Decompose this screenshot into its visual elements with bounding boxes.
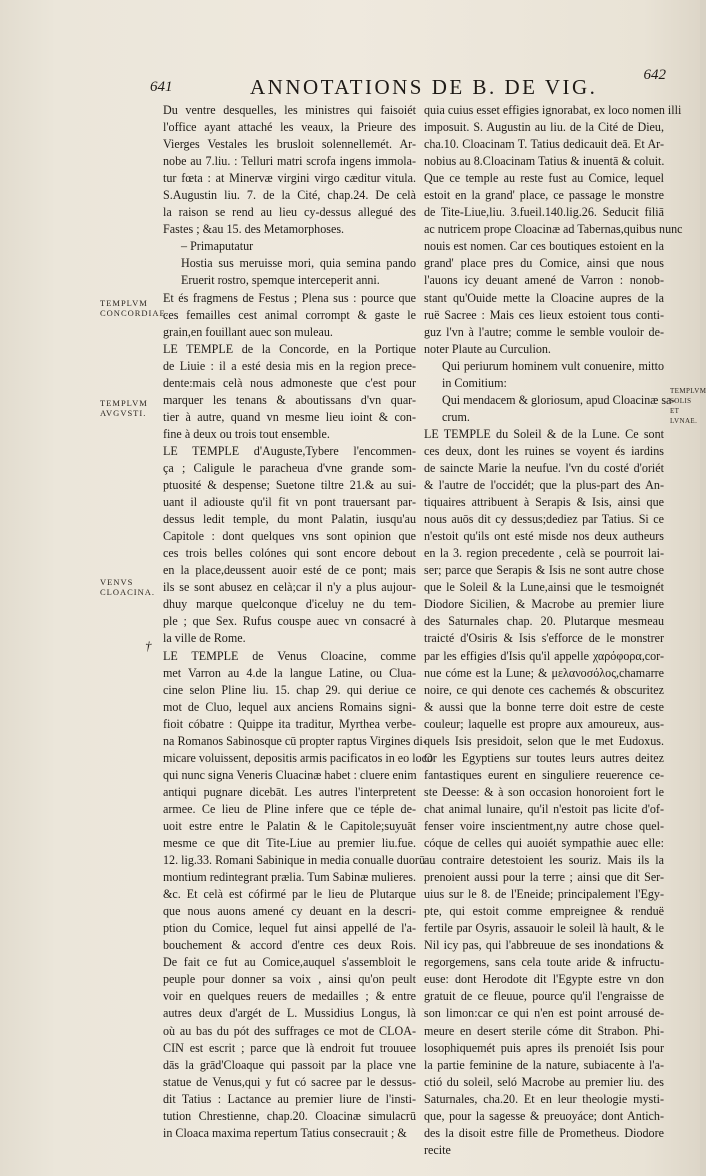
right-column-line: Diodore Sicilien, & Macrobe au premier liure [424,597,664,612]
left-column-line: – Primaputatur [181,239,254,254]
left-column-line: dessus ledit temple, du mont Palatin, iusqu'au [163,512,416,527]
right-column-line: imposuit. S. Augustin au liu. de la Cité de Dieu, [424,120,664,135]
left-column-line: en la place,deussent auoir esté de ce pont; mais [163,563,416,578]
right-column-line: recite [424,1142,451,1157]
margin-note-templum-solis-lunae: TEMPLVM SOLIS ET LVNAE. [670,387,706,425]
left-column-line: armee. Ce lieu de Pline infere que ce téple de- [163,801,416,816]
right-column-line: in Comitium: [442,375,507,390]
left-column-line: uoit estre entre le Palatin & le Capitole;suyuāt [163,818,416,833]
right-column-line: pte, qui estoit comme empreignee & renduë [424,904,664,919]
left-column-line: met Varron au 4.de la langue Latine, ou Clua- [163,665,416,680]
left-column-line: grain,en fouillant auec son muleau. [163,324,333,339]
right-column-line: nouis est nomen. Car ces boutiques estoient en la [424,239,664,254]
right-column-line: des Saturnales chap. 20. Plutarque mesmeau [424,614,664,629]
right-column-line: & l'autre de l'occidét; que la plus-part des An- [424,478,664,493]
left-column-line: statue de Venus,qui y fut có sacree par le dessus- [163,1074,416,1089]
left-column-line: voir en quelques reuers de medailles ; & entre [163,989,416,1004]
right-column-line: LE TEMPLE du Soleil & de la Lune. Ce sont [424,426,664,441]
right-column-line: Qui periurum hominem vult conuenire, mitto [442,358,664,373]
left-column-line: CIN est escrit ; parce que là endroit fut trouuee [163,1040,416,1055]
right-column-line: gratuit de ce fleuue, pource qu'il l'engraisse de [424,989,664,1004]
right-column-line: n'estoit qu'ils ont esté misde nos deux autheurs [424,529,664,544]
left-column-line: nobe au 7.liu. : Telluri matri scrofa ingens immola- [163,154,416,169]
right-column-line: ruë Sacree : Mais ces lieux estoient tous conti- [424,307,664,322]
left-column-line: mot de Cluo, lequel aux anciens Romains signi- [163,699,416,714]
right-column-line: noter Plaute au Curculion. [424,341,551,356]
left-column-line: in Cloaca maxima repertum Tatius consecrauit ; & [163,1125,407,1140]
left-column-line: tution Chrestienne, chap.20. Cloacinæ simulacrū [163,1108,416,1123]
left-column-line: ces trois belles colónes qui sont encore debout [163,546,416,561]
right-column-line: ctió du soleil, seló Macrobe au premier liu. des [424,1074,664,1089]
left-column-line: LE TEMPLE d'Auguste,Tybere l'encommen- [163,443,416,458]
right-column-line: couleur; laquelle est propre aux amoureux, aus- [424,716,664,731]
left-column-line: uant il adiouste qu'il fit vn pont trauersant par- [163,495,416,510]
left-column-line: dhuy marque quelconque d'iceluy ne du tem- [163,597,416,612]
right-column-line: que, pour la sagesse & preuoyáce; dont Antich- [424,1108,664,1123]
left-column-line: la raison se rend au lieu cy-dessus allegué des [163,205,416,220]
right-column-line: uius sur le 8. de l'Eneide; principalement l'Egy- [424,887,664,902]
page-header [150,67,670,99]
right-column-line: stant qu'Ouide mette la Cloacine aupres de la [424,290,664,305]
left-column-line: Fastes ; &au 15. des Metamorphoses. [163,222,345,237]
margin-note-venus-cloacina: VENVS CLOACINA. [100,577,156,597]
left-column-line: Et és fragmens de Festus ; Plena sus : pource que [163,290,416,305]
right-column-line: ces deux, dont les ruines se voyent és iardins [424,443,664,458]
left-column-line: na Romanos Sabinosque cū propter raptus Virgines di- [163,733,427,748]
left-column-line: LE TEMPLE de Venus Cloacine, comme [163,648,416,663]
left-column-line: de Liuie : il a esté desia mis en la region prece- [163,358,416,373]
left-column-line: Eruerit rostro, spemque interceperit anni. [181,273,380,288]
left-column-line: ption du Comice, lequel fut ainsi appellé de l'a- [163,921,416,936]
right-column-line: en la 3. region precedente , celà se pourroit lai- [424,546,664,561]
right-column-line: prenoient aussi pour la terre ; ainsi que dit Ser- [424,870,664,885]
left-column-line: tier à autre, quand vn mesme lieu ioint & con- [163,409,416,424]
right-column-line: nous auōs dit cy dessus;dediez par Tatius. Si ce [424,512,664,527]
left-column-line: 12. lig.33. Romani Sabinique in media conualle duorū [163,853,425,868]
right-column-line: & aussi que la bonne terre doit estre de ceste [424,699,664,714]
right-column-line: quia cuius esset effigies ignorabat, ex loco nomen illi [424,103,682,117]
left-column-line: autres deux d'argét de L. Mussidius Longus, là [163,1006,416,1021]
right-column-line: estoit en la grand' place, ce passage le monstre [424,188,664,203]
left-column-line: marquer les tenans & aboutissans d'vn quar- [163,392,416,407]
right-text-column [424,102,683,1159]
left-column-line: peuple pour donner sa voix , ainsi qu'on peult [163,972,416,987]
left-column-line: antiqui pugnare dicebāt. Les autres l'interpretent [163,784,416,799]
right-column-line: nobius au 8.Cloacinam Tatius & inuentā & coluit. [424,154,665,169]
left-column-line: ils se sont abusez en celà;car il n'y a plus aujour- [163,580,416,595]
left-column-line: mesme ce que dit Tite-Liue au premier liu.fue. [163,836,416,851]
left-column-line: ça ; Caligule le paracheua d'vne grande som- [163,460,416,475]
right-column-line: euse: dont Herodote dit l'Egypte estre vn don [424,972,664,987]
right-column-line: fantastiques eurent en singuliere reuerence ce- [424,767,664,782]
left-column-line: ple ; que Sex. Rufus couspe auec vn consacré à [163,614,416,629]
right-column-line: chat animal lunaire, qu'il n'estoit pas licite d'of- [424,801,664,816]
margin-note-templum-concordiae: TEMPLVM CONCORDIAE. [100,298,169,318]
left-text-column [163,102,434,1142]
left-column-line: montium redintegrant prælia. Tum Sabinæ mulieres. [163,870,416,885]
right-column-line: noire, ce qui denote ces cachemés & obscuritez [424,682,664,697]
right-column-line: que le Soleil & la Lune,ainsi que le tesmoignét [424,580,664,595]
left-column-line: Capitole : dont quelques vns sont opinion que [163,529,416,544]
right-column-line: ste Deesse: & à son occasion honoroient fort le [424,784,664,799]
left-column-line: dit Tatius : Lactance au premier liure de l'insti- [163,1091,416,1106]
left-column-line: S.Augustin liu. 7. de la Cité, chap.24. De celà [163,188,416,203]
right-column-line: grand' place pres du Comice, ainsi que nous [424,256,664,271]
right-column-line: Que ce temple au reste fust au Comice, lequel [424,171,664,186]
left-column-line: où au bas du pót des suffrages ce mot de CLOA- [163,1023,416,1038]
left-column-line: De fait ce fut au Comice,auquel s'assembloit le [163,955,416,970]
right-column-line: Saturnales, cha.20. Et en leur theologie mysti- [424,1091,664,1106]
right-column-line: traicté d'Osiris & Isis s'efforce de le monstrer [424,631,664,646]
right-column-line: de Tite-Liue,liu. 3.fueil.140.lig.26. Seducit filiā [424,205,664,220]
left-column-line: micare voluissent, depositis armis pacificatos in eo loco [163,750,434,765]
right-column-line: cóque de celles qui auoiét sympathie auec elle: [424,836,664,851]
left-column-line: fine à deux ou trois tout ensemble. [163,426,330,441]
right-column-line: cha.10. Cloacinam T. Tatius dedicauit deā. Et Ar- [424,137,664,152]
right-column-line: tiquaires attribuent à Serapis & Isis, ainsi que [424,495,664,510]
page-number-left: 641 [150,79,173,95]
right-column-line: par les effigies d'Isis qu'il appelle χαρόφορα,cor- [424,648,664,663]
right-column-line: ser; parce que Serapis & Isis ne sont autre chose [424,563,664,578]
right-column-line: fenser voire inscientment,ny autre chose quel- [424,818,664,833]
left-column-line: fioit cóbatre : Quippe ita traditur, Myrthea verbe- [163,716,416,731]
left-column-line: cine selon Pline liu. 15. chap 29. qui deriue ce [163,682,416,697]
right-column-line: l'auons icy deuant amené de Varron : nonob- [424,273,664,288]
left-column-line: dās la grād'Cloaque qui passoit par la place vne [163,1057,416,1072]
right-column-line: Or les Egyptiens sur toutes leurs autres deitez [424,750,664,765]
page-number-right: 642 [643,67,666,83]
left-column-line: qui nunc signa Veneris Cluacinæ habet : cluere enim [163,767,417,782]
left-column-line: LE TEMPLE de la Concorde, en la Portique [163,341,416,356]
right-column-line: losophiquemét puis apres ils prenoiét Isis pour [424,1040,664,1055]
running-title: ANNOTATIONS DE B. DE VIG. [250,75,598,99]
left-column-line: tur fœta : at Minervæ virgini virgo cæditur vitula. [163,171,416,186]
right-column-line: crum. [442,409,470,424]
left-column-line: &c. Et celà est cófirmé par le lieu de Plutarque [163,887,416,902]
left-column-line: Du ventre desquelles, les ministres qui faisoiét [163,103,416,117]
left-column-line: la ville de Rome. [163,631,246,646]
left-column-line: Hostia sus meruisse mori, quia semina pando [181,256,416,271]
left-column-line: ces femailles cest animal corrompt & gaste le [163,307,416,322]
right-column-line: quels Isis presidoit, selon que le met Eudoxus. [424,733,664,748]
right-column-line: nue cóme est la Lune; & μελανοσόλος,chamarre [424,665,664,680]
margin-note-templum-augusti: TEMPLVM AVGVSTI. [100,398,148,418]
left-column-line: l'office ayant attaché les veaux, la Prieure des [163,120,416,135]
left-column-line: Vierges Vestales les brusloit solennellemét. Ar- [163,137,416,152]
right-column-line: son limon:car ce qui n'en est point arrousé de- [424,1006,664,1021]
right-column-line: Qui mendacem & gloriosum, apud Cloacinæ sa- [442,392,676,407]
left-column-line: bouchement & accord d'entre ces deux Rois. [163,938,416,953]
right-column-line: de saincte Marie la neufue. l'vn du costé d'oriét [424,460,664,475]
right-column-line: la partie feminine de la nature, subiacente à l'a- [424,1057,664,1072]
margin-dagger-mark: † [145,638,152,653]
right-column-line: fertile par Osyris, assauoir le soleil là hault, & le [424,921,664,936]
left-column-line: dente:mais celà nous admoneste que c'est pour [163,375,416,390]
right-column-line: au contraire detestoient les souriz. Mais ils la [424,853,664,868]
right-column-line: ac nutricem prope Cloacinæ ad Tabernas,quibus nunc [424,222,683,237]
left-column-line: ptuosité & despense; Suetone tiltre 21.& au sui- [163,478,416,493]
right-column-line: guz l'vn à l'autre; comme le semble vouloir de- [424,324,664,339]
right-column-line: meure en desert sterile cóme dit Strabon. Phi- [424,1023,664,1038]
right-column-line: regorgemens, sans cela toute aride & infructu- [424,955,664,970]
right-column-line: des la disoit estre fille de Prometheus. Diodore [424,1125,664,1140]
left-column-line: que nous auons amené cy deuant en la descri- [163,904,416,919]
right-column-line: Nil icy pas, qui l'abbreuue de ses inondations & [424,938,664,953]
